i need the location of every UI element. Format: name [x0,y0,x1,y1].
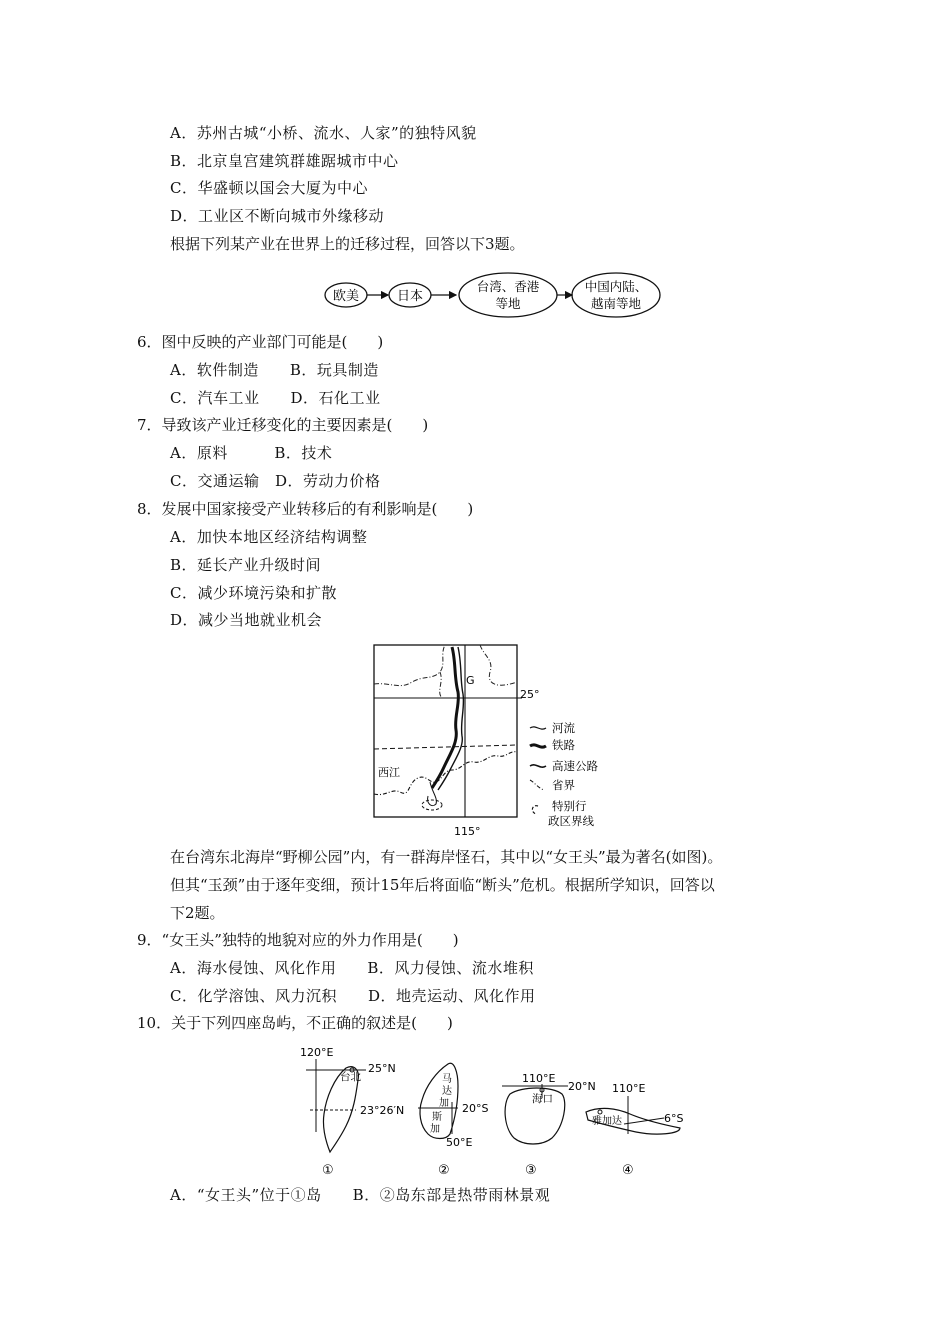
island2-num: ② [438,1163,450,1178]
q7-stem: 7．导致该产业迁移变化的主要因素是( ) [137,416,429,434]
q7-options-ab: A．原料 B．技术 [170,444,333,462]
island4-city: 雅加达 [592,1116,622,1127]
map1-label-g: G [466,674,475,687]
map1-label-xijiang: 西江 [378,766,400,779]
q8-option-b: B．延长产业升级时间 [170,556,322,574]
island2-char-3: 加 [439,1098,449,1109]
q9-options-ab: A．海水侵蚀、风化作用 B．风力侵蚀、流水堆积 [170,959,534,977]
q8-option-c: C．减少环境污染和扩散 [170,584,337,602]
intro-q9-10-line1: 在台湾东北海岸“野柳公园”内，有一群海岸怪石，其中以“女王头”最为著名(如图)。 [170,848,723,866]
island3-city: 海口 [532,1093,553,1105]
node-taiwan-hk-label-1: 台湾、香港 [476,279,540,294]
intro-q6-8: 根据下列某产业在世界上的迁移过程，回答以下3题。 [170,235,525,253]
q10-stem: 10．关于下列四座岛屿，不正确的叙述是( ) [137,1014,453,1032]
q8-option-a: A．加快本地区经济结构调整 [170,528,368,546]
q9-options-cd: C．化学溶蚀、风力沉积 D．地壳运动、风化作用 [170,987,536,1005]
island1-city: 台北 [340,1071,361,1083]
island2-char-5: 加 [430,1124,440,1135]
guangdong-map [370,642,630,840]
island3-lon: 110°E [522,1072,556,1085]
node-taiwan-hk-label-2: 等地 [495,296,521,311]
island3-num: ③ [525,1163,537,1178]
q9-stem: 9．“女王头”独特的地貌对应的外力作用是( ) [137,931,459,949]
island2-char-1: 马 [442,1074,452,1085]
map1-lon-115: 115° [454,825,481,838]
q5-option-a: A．苏州古城“小桥、流水、人家”的独特风貌 [170,124,477,142]
island3-lat: 20°N [568,1080,596,1093]
island2-char-2: 达 [442,1086,452,1097]
island2-lat: 20°S [462,1102,489,1115]
q7-options-cd: C．交通运输 D．劳动力价格 [170,472,381,490]
q5-option-c: C．华盛顿以国会大厦为中心 [170,179,368,197]
legend-sar-2: 政区界线 [548,814,594,828]
legend-highway: 高速公路 [552,759,598,773]
legend-sar-1: 特别行 [552,799,587,813]
legend-river: 河流 [552,721,575,735]
q8-stem: 8．发展中国家接受产业转移后的有利影响是( ) [137,500,474,518]
legend-railway: 铁路 [552,738,575,752]
node-japan-label: 日本 [396,289,424,304]
q6-options-ab: A．软件制造 B．玩具制造 [170,361,379,379]
island2-lon: 50°E [446,1136,473,1149]
q6-options-cd: C．汽车工业 D．石化工业 [170,389,381,407]
map1-lat-25: 25° [520,688,540,701]
node-china-vietnam-label-2: 越南等地 [590,296,642,311]
island2-char-4: 斯 [432,1112,442,1123]
island1-lat2: 23°26′N [360,1104,405,1117]
industry-migration-diagram [318,270,663,322]
island1-lat1: 25°N [368,1062,396,1075]
q10-options-ab: A．“女王头”位于①岛 B．②岛东部是热带雨林景观 [170,1186,551,1204]
island1-num: ① [322,1163,334,1178]
island4-lon: 110°E [612,1082,646,1095]
q6-stem: 6．图中反映的产业部门可能是( ) [137,333,384,351]
q5-option-b: B．北京皇宫建筑群雄踞城市中心 [170,152,399,170]
island1-lon: 120°E [300,1046,334,1059]
intro-q9-10-line3: 下2题。 [170,904,225,922]
q8-option-d: D．减少当地就业机会 [170,611,323,629]
island4-lat: 6°S [664,1112,684,1125]
node-oumei-label: 欧美 [332,289,360,304]
island4-num: ④ [622,1163,634,1178]
legend-province: 省界 [552,778,575,792]
q5-option-d: D．工业区不断向城市外缘移动 [170,207,385,225]
intro-q9-10-line2: 但其“玉颈”由于逐年变细，预计15年后将面临“断头”危机。根据所学知识，回答以 [170,876,715,894]
four-islands-figure [296,1042,696,1180]
node-china-vietnam-label-1: 中国内陆、 [584,279,648,294]
